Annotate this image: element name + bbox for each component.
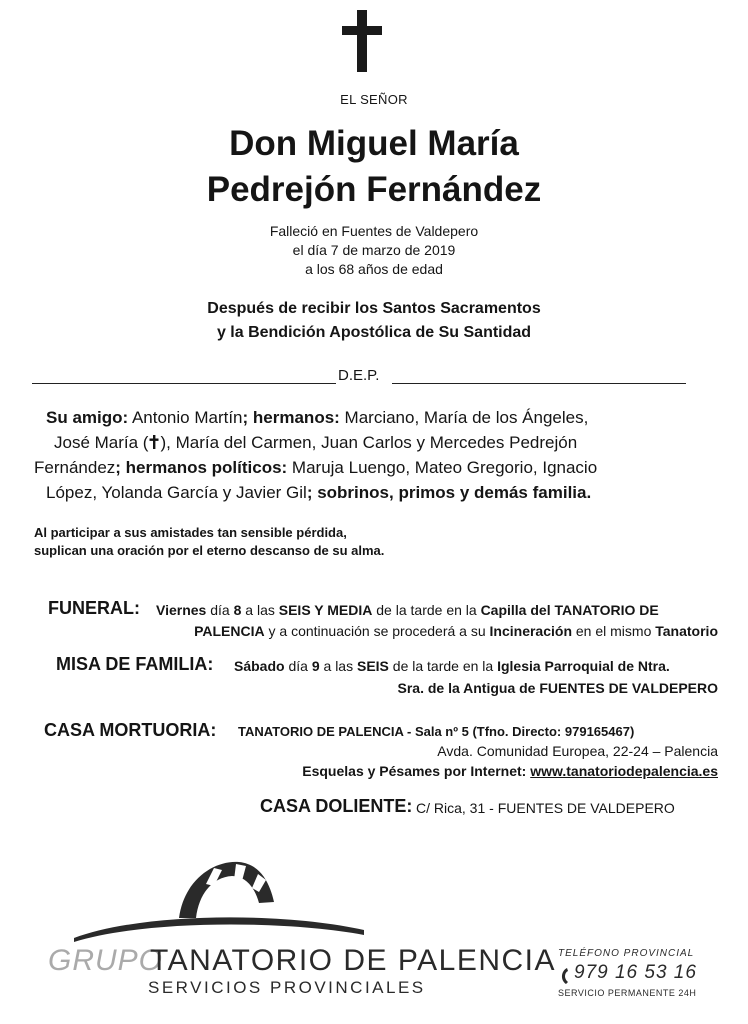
- siblings-names: Marciano, María de los Ángeles,: [339, 408, 589, 427]
- mourning-house-address: C/ Rica, 31 - FUENTES DE VALDEPERO: [416, 800, 675, 816]
- mourning-house-heading: CASA DOLIENTE:: [260, 796, 413, 816]
- funeral-home-address: Avda. Comunidad Europea, 22-24 – Palencia: [437, 743, 718, 759]
- funeral-heading: FUNERAL:: [48, 598, 140, 618]
- friend-label: Su amigo:: [46, 408, 129, 427]
- phone-label: TELÉFONO PROVINCIAL: [558, 948, 695, 959]
- mass-text: día: [284, 658, 312, 674]
- mass-text: de la tarde en la: [388, 658, 498, 674]
- mass-text: a las: [319, 658, 357, 674]
- death-date: el día 7 de marzo de 2019: [292, 242, 456, 258]
- logo-subtitle: SERVICIOS PROVINCIALES: [148, 978, 426, 997]
- mass-date: 9: [311, 658, 320, 674]
- divider-right: [392, 383, 686, 384]
- funeral-home-room: TANATORIO DE PALENCIA - Sala nº 5 (Tfno. Directo: 979165467): [238, 724, 635, 739]
- funeral-time: SEIS Y MEDIA: [278, 602, 373, 618]
- funeral-place: PALENCIA: [194, 623, 265, 639]
- sibling-text-b: ), María del Carmen, Juan Carlos y Mercedes Pedrejón: [160, 433, 578, 452]
- funeral-line2: [194, 623, 718, 639]
- phone-icon: [558, 966, 572, 986]
- logo-group-text: GRUPO: [48, 944, 164, 977]
- mass-line1: [234, 658, 670, 674]
- cross-icon: [338, 10, 386, 72]
- logo-dome-icon: [64, 840, 364, 950]
- funeral-incineration: Incineración: [489, 623, 572, 639]
- funeral-place: Tanatorio: [655, 623, 718, 639]
- deceased-name-line1: Don Miguel María: [229, 124, 519, 163]
- funeral-text: y a continuación se procederá a su: [264, 623, 490, 639]
- funeral-text: a las: [241, 602, 279, 618]
- friend-name: Antonio Martín: [128, 408, 243, 427]
- funeral-text: día: [206, 602, 234, 618]
- funeral-day: Viernes: [156, 602, 207, 618]
- divider-left: [32, 383, 336, 384]
- surname-text: Fernández: [34, 458, 116, 477]
- phone-service: SERVICIO PERMANENTE 24H: [558, 988, 697, 998]
- family-line4: [46, 480, 591, 505]
- mass-line2: Sra. de la Antigua de FUENTES DE VALDEPERO: [397, 680, 718, 696]
- sibling-text-a: José María (: [54, 433, 149, 452]
- in-laws-names: Maruja Luengo, Mateo Gregorio, Ignacio: [287, 458, 598, 477]
- sacraments-line2: y la Bendición Apostólica de Su Santidad: [216, 324, 532, 341]
- participation-line2: suplican una oración por el eterno descanso de su alma.: [34, 543, 385, 558]
- deceased-name-line2: Pedrejón Fernández: [206, 170, 542, 209]
- internet-condolences: [302, 763, 718, 779]
- title-prefix: EL SEÑOR: [340, 92, 408, 107]
- family-line2: [54, 430, 577, 455]
- mass-time: SEIS: [356, 658, 389, 674]
- in-laws-label: ; hermanos políticos:: [115, 458, 288, 477]
- death-age: a los 68 años de edad: [305, 261, 443, 277]
- funeral-text: de la tarde en la: [372, 602, 481, 618]
- mass-heading: MISA DE FAMILIA:: [56, 654, 214, 674]
- funeral-line1: [156, 602, 659, 618]
- participation-line1: Al participar a sus amistades tan sensible pérdida,: [34, 525, 347, 540]
- small-cross-icon: [148, 434, 160, 450]
- mass-place: Iglesia Parroquial de Ntra.: [497, 658, 670, 674]
- death-place: Falleció en Fuentes de Valdepero: [269, 223, 479, 239]
- siblings-label: hermanos:: [248, 408, 340, 427]
- family-line1: [46, 405, 588, 430]
- funeral-text: en el mismo: [572, 623, 656, 639]
- phone-number[interactable]: 979 16 53 16: [574, 962, 697, 983]
- separator: ;: [242, 408, 249, 427]
- internet-label: Esquelas y Pésames por Internet:: [302, 763, 531, 779]
- family-line3: [34, 455, 597, 480]
- logo-brand-text: TANATORIO DE PALENCIA: [150, 944, 557, 977]
- sacraments-line1: Después de recibir los Santos Sacramentos: [207, 300, 541, 317]
- relatives-label: ; sobrinos, primos y demás familia.: [306, 483, 592, 502]
- website-link[interactable]: www.tanatoriodepalencia.es: [530, 763, 718, 779]
- funeral-place: Capilla del TANATORIO DE: [480, 602, 659, 618]
- dep-label: D.E.P.: [338, 367, 380, 384]
- funeral-home-heading: CASA MORTUORIA:: [44, 720, 217, 740]
- mass-day: Sábado: [234, 658, 285, 674]
- funeral-date: 8: [233, 602, 242, 618]
- in-laws-names-cont: López, Yolanda García y Javier Gil: [46, 483, 307, 502]
